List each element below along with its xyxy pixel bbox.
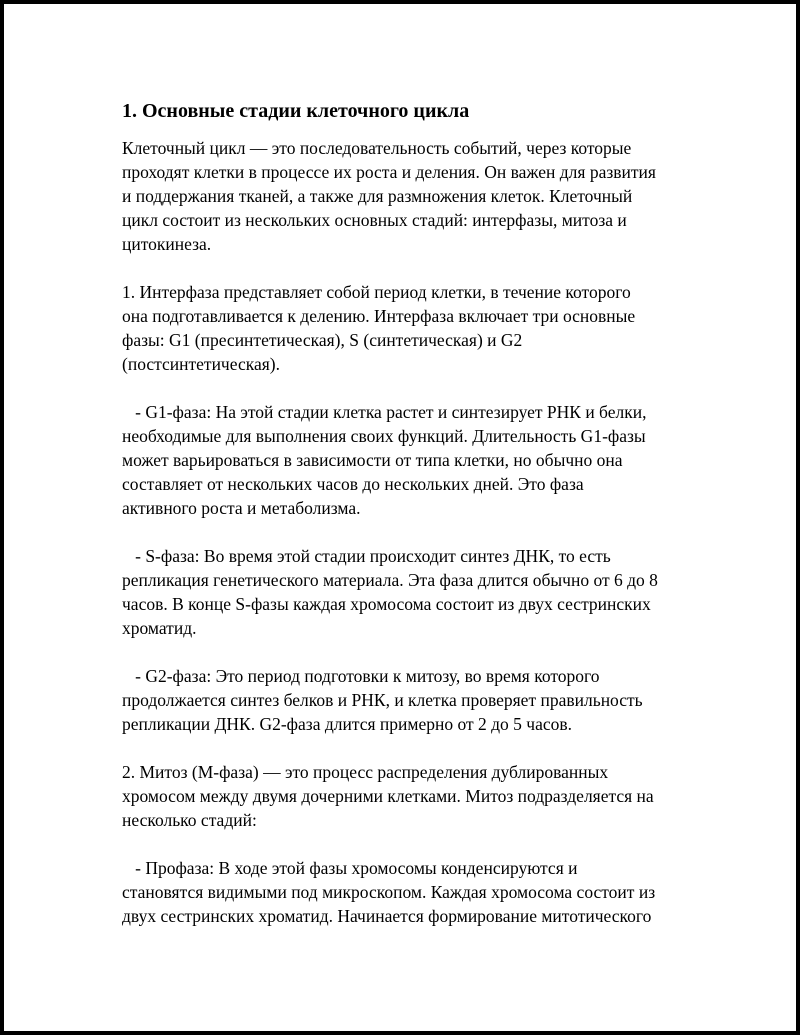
paragraph	[122, 760, 702, 832]
text-line: фазы: G1 (пресинтетическая), S (синтетическая) и G2	[122, 330, 523, 350]
text-line: 1. Интерфаза представляет собой период клетки, в течение которого	[122, 282, 631, 302]
paragraph	[122, 544, 702, 640]
paragraph-list	[122, 136, 702, 928]
text-line: активного роста и метаболизма.	[122, 498, 361, 518]
text-line: цикл состоит из нескольких основных стадий: интерфазы, митоза и	[122, 210, 627, 230]
text-line: - S-фаза: Во время этой стадии происходит синтез ДНК, то есть	[122, 546, 611, 566]
text-line: становятся видимыми под микроскопом. Каждая хромосома состоит из	[122, 882, 656, 902]
text-line: проходят клетки в процессе их роста и деления. Он важен для развития	[122, 162, 656, 182]
text-line: несколько стадий:	[122, 810, 257, 830]
paragraph	[122, 856, 702, 928]
text-line: Клеточный цикл — это последовательность событий, через которые	[122, 138, 632, 158]
text-line: и поддержания тканей, а также для размножения клеток. Клеточный	[122, 186, 633, 206]
document-body	[122, 98, 702, 952]
paragraph	[122, 664, 702, 736]
paragraph	[122, 280, 702, 376]
text-line: - G1-фаза: На этой стадии клетка растет и синтезирует РНК и белки,	[122, 402, 647, 422]
paragraph	[122, 136, 702, 256]
text-line: цитокинеза.	[122, 234, 212, 254]
text-line: часов. В конце S-фазы каждая хромосома состоит из двух сестринских	[122, 594, 651, 614]
text-line: составляет от нескольких часов до нескольких дней. Это фаза	[122, 474, 584, 494]
text-line: - G2-фаза: Это период подготовки к митозу, во время которого	[122, 666, 600, 686]
text-line: репликации ДНК. G2-фаза длится примерно от 2 до 5 часов.	[122, 714, 572, 734]
text-line: хроматид.	[122, 618, 197, 638]
text-line: - Профаза: В ходе этой фазы хромосомы конденсируются и	[122, 858, 578, 878]
text-line: необходимые для выполнения своих функций. Длительность G1-фазы	[122, 426, 646, 446]
text-line: может варьироваться в зависимости от типа клетки, но обычно она	[122, 450, 623, 470]
paragraph	[122, 400, 702, 520]
text-line: она подготавливается к делению. Интерфаза включает три основные	[122, 306, 636, 326]
text-line: 2. Митоз (М-фаза) — это процесс распределения дублированных	[122, 762, 609, 782]
text-line: (постсинтетическая).	[122, 354, 280, 374]
section-heading: 1. Основные стадии клеточного цикла	[122, 100, 470, 122]
text-line: репликация генетического материала. Эта фаза длится обычно от 6 до 8	[122, 570, 658, 590]
text-line: продолжается синтез белков и РНК, и клетка проверяет правильность	[122, 690, 643, 710]
text-line: хромосом между двумя дочерними клетками. Митоз подразделяется на	[122, 786, 654, 806]
text-line: двух сестринских хроматид. Начинается формирование митотического	[122, 906, 652, 926]
